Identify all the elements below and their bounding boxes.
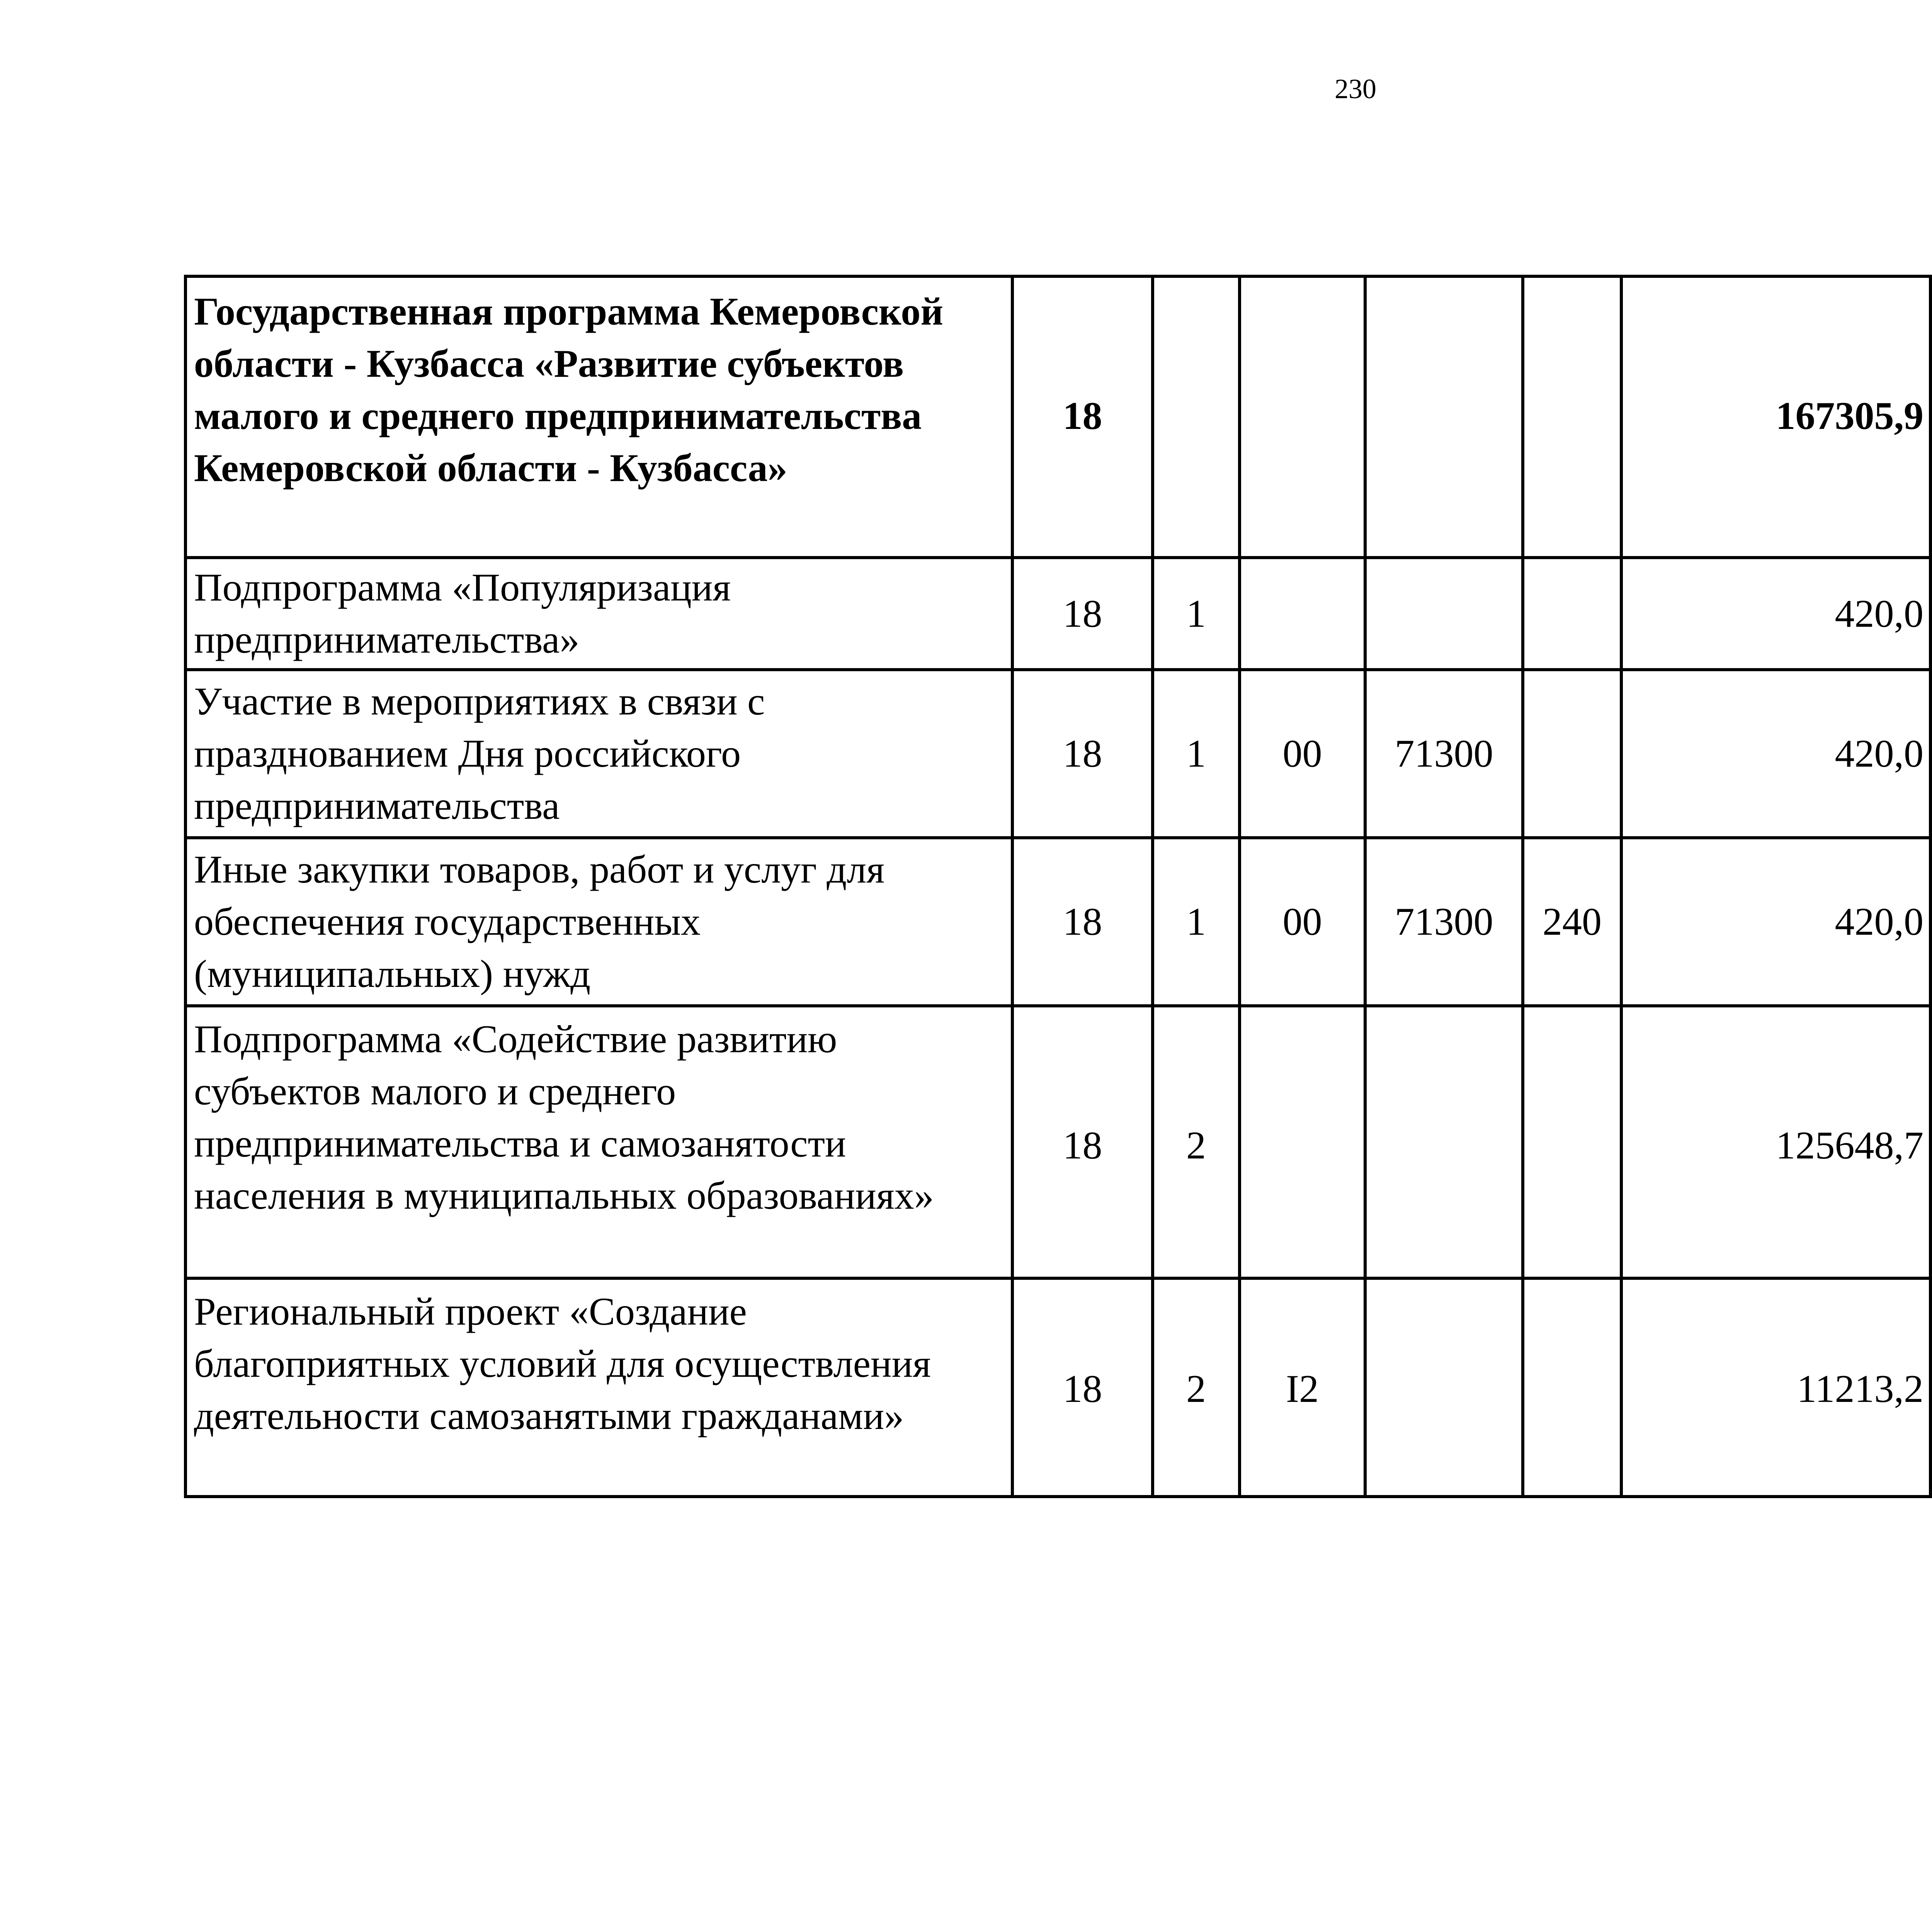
row-name-cell: Иные закупки товаров, работ и услуг для обеспечения государственных (муниципальных) нужд	[185, 838, 1012, 1006]
year-1-amount-cell: 167305,9	[1621, 276, 1930, 558]
table-row	[185, 1006, 1932, 1278]
expense-type-cell	[1523, 276, 1621, 558]
expense-code-cell	[1365, 276, 1523, 558]
program-code-cell: 18	[1012, 1278, 1153, 1497]
year-2-amount-cell	[1930, 558, 1932, 670]
row-name-cell: Подпрограмма «Содействие развитию субъектов малого и среднего предпринимательства и самозанятости населения в муниципальных образованиях»	[185, 1006, 1012, 1278]
program-code-cell: 18	[1012, 670, 1153, 838]
table-row	[185, 1278, 1932, 1497]
expense-type-cell	[1523, 1278, 1621, 1497]
year-2-amount-cell	[1930, 1278, 1932, 1497]
row-name-cell: Региональный проект «Создание благоприятных условий для осуществления деятельности самозанятыми гражданами»	[185, 1278, 1012, 1497]
direction-code-cell	[1240, 276, 1365, 558]
expense-type-cell	[1523, 1006, 1621, 1278]
direction-code-cell: 00	[1240, 838, 1365, 1006]
direction-code-cell: 00	[1240, 670, 1365, 838]
subprogram-code-cell: 2	[1153, 1278, 1240, 1497]
program-code-cell: 18	[1012, 838, 1153, 1006]
table-row	[185, 558, 1932, 670]
subprogram-code-cell	[1153, 276, 1240, 558]
subprogram-code-cell: 1	[1153, 838, 1240, 1006]
year-1-amount-cell: 420,0	[1621, 838, 1930, 1006]
year-2-amount-cell	[1930, 276, 1932, 558]
direction-code-cell	[1240, 558, 1365, 670]
row-name-cell: Государственная программа Кемеровской области - Кузбасса «Развитие субъектов малого и среднего предпринимательства Кемеровской области - Кузбасса»	[185, 276, 1012, 558]
subprogram-code-cell: 1	[1153, 558, 1240, 670]
year-2-amount-cell	[1930, 670, 1932, 838]
direction-code-cell	[1240, 1006, 1365, 1278]
year-1-amount-cell: 420,0	[1621, 670, 1930, 838]
expense-type-cell: 240	[1523, 838, 1621, 1006]
subprogram-code-cell: 1	[1153, 670, 1240, 838]
year-1-amount-cell: 420,0	[1621, 558, 1930, 670]
program-code-cell: 18	[1012, 1006, 1153, 1278]
expense-code-cell	[1365, 1006, 1523, 1278]
row-name-cell: Подпрограмма «Популяризация предпринимательства»	[185, 558, 1012, 670]
expense-type-cell	[1523, 558, 1621, 670]
budget-table	[184, 275, 1932, 1498]
year-1-amount-cell: 11213,2	[1621, 1278, 1930, 1497]
expense-code-cell	[1365, 1278, 1523, 1497]
table-row	[185, 276, 1932, 558]
year-2-amount-cell	[1930, 838, 1932, 1006]
direction-code-cell: I2	[1240, 1278, 1365, 1497]
subprogram-code-cell: 2	[1153, 1006, 1240, 1278]
table-row	[185, 670, 1932, 838]
expense-code-cell: 71300	[1365, 670, 1523, 838]
year-1-amount-cell: 125648,7	[1621, 1006, 1930, 1278]
program-code-cell: 18	[1012, 558, 1153, 670]
year-2-amount-cell	[1930, 1006, 1932, 1278]
program-code-cell: 18	[1012, 276, 1153, 558]
table-row	[185, 838, 1932, 1006]
row-name-cell: Участие в мероприятиях в связи с празднованием Дня российского предпринимательства	[185, 670, 1012, 838]
expense-type-cell	[1523, 670, 1621, 838]
page-number: 230	[1335, 73, 1376, 104]
expense-code-cell: 71300	[1365, 838, 1523, 1006]
expense-code-cell	[1365, 558, 1523, 670]
